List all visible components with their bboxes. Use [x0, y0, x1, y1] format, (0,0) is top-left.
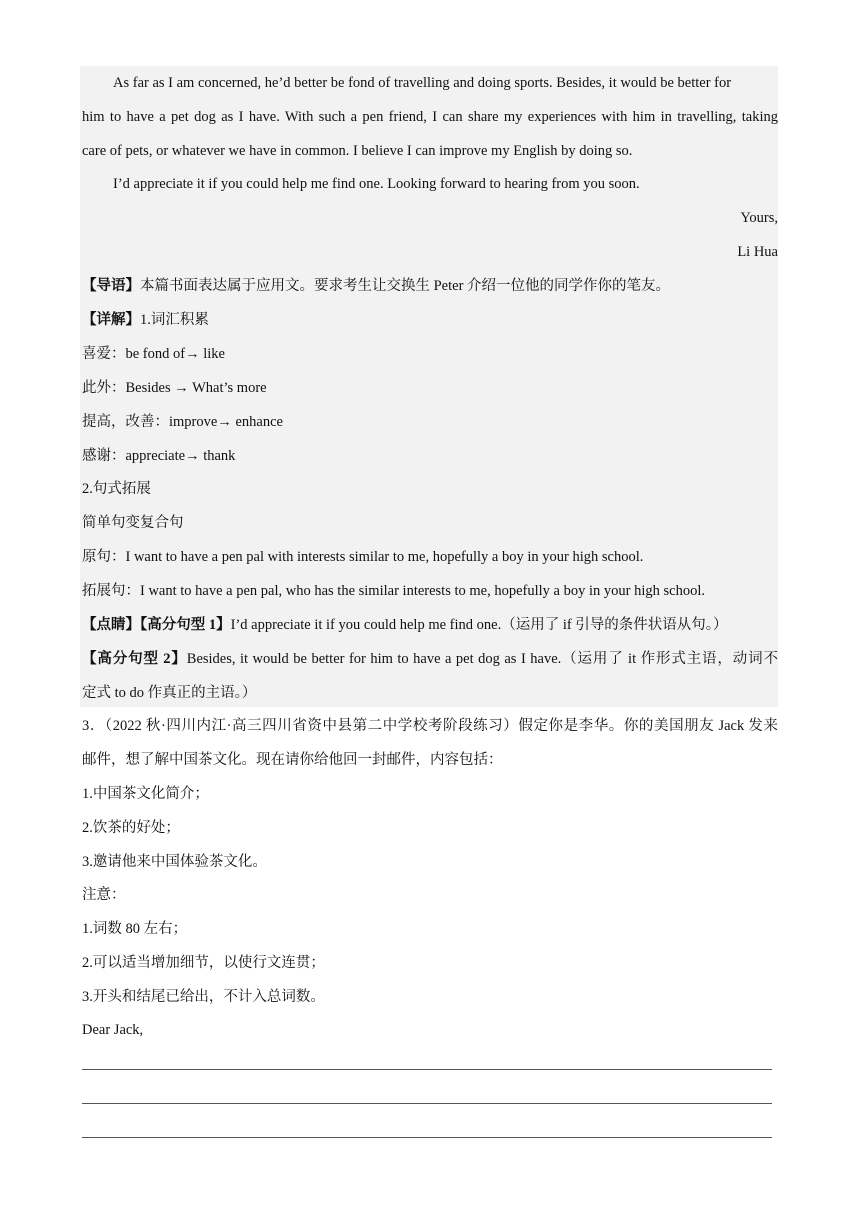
- content-item: 2.饮茶的好处；: [82, 820, 180, 836]
- question-3-line-2: 邮件，想了解中国茶文化。现在请你给他回一封邮件，内容包括：: [82, 752, 503, 768]
- essay-paragraph-1-line-3: care of pets, or whatever we have in common. I believe I can improve my English by doing so.: [82, 143, 633, 159]
- content-item: 3.邀请他来中国体验茶文化。: [82, 854, 267, 870]
- essay-signature: Li Hua: [737, 244, 778, 260]
- note-heading: 注意：: [82, 887, 126, 903]
- detail-tag: 【详解】: [82, 312, 140, 328]
- vocab-item: 此外：Besides → What’s more: [82, 380, 267, 396]
- pattern-2-line-1: [82, 642, 778, 676]
- writing-line[interactable]: [82, 1103, 772, 1104]
- note-item: 1.词数 80 左右；: [82, 921, 188, 937]
- highlight-line: [82, 608, 778, 642]
- letter-salutation: Dear Jack,: [82, 1022, 144, 1038]
- sentence-heading: 2.句式拓展: [82, 481, 151, 497]
- vocab-item: 感谢：appreciate→ thank: [82, 448, 236, 464]
- essay-closing: Yours,: [740, 210, 778, 226]
- vocab-item: 喜爱：be fond of→ like: [82, 346, 225, 362]
- essay-paragraph-1-line-2: him to have a pet dog as I have. With such a pen friend, I can share my experiences with him in travelling, taking: [82, 109, 778, 125]
- highlight-tag: 【点睛】: [82, 617, 140, 633]
- writing-line[interactable]: [82, 1137, 772, 1138]
- question-3-line-1: 3．（2022 秋·四川内江·高三四川省资中县第二中学校考阶段练习）假定你是李华。你的美国朋友 Jack 发来: [82, 718, 778, 734]
- guide-text: 本篇书面表达属于应用文。要求考生让交换生 Peter 介绍一位他的同学作你的笔友。: [140, 278, 671, 294]
- pattern-2-text: Besides, it would be better for him to have a pet dog as I have.（运用了 it 作形式主语，动词不: [186, 651, 778, 667]
- expanded-sentence: 拓展句：I want to have a pen pal, who has the similar interests to me, hopefully a boy in your high school.: [82, 583, 705, 599]
- pattern-1-tag: 【高分句型 1】: [140, 617, 231, 633]
- detail-line: [82, 303, 778, 337]
- detail-heading: 1.词汇积累: [140, 312, 209, 328]
- content-item: 1.中国茶文化简介；: [82, 786, 209, 802]
- guide-tag: 【导语】: [82, 278, 140, 294]
- writing-line[interactable]: [82, 1069, 772, 1070]
- note-item: 3.开头和结尾已给出，不计入总词数。: [82, 989, 325, 1005]
- guide-line: [82, 269, 778, 303]
- vocab-item: 提高，改善：improve→ enhance: [82, 414, 283, 430]
- essay-paragraph-2: I’d appreciate it if you could help me find one. Looking forward to hearing from you soon.: [113, 176, 640, 192]
- note-item: 2.可以适当增加细节，以使行文连贯；: [82, 955, 325, 971]
- sentence-subheading: 简单句变复合句: [82, 515, 184, 531]
- pattern-2-line-2: 定式 to do 作真正的主语。）: [82, 685, 257, 701]
- original-sentence: 原句：I want to have a pen pal with interests similar to me, hopefully a boy in your high school.: [82, 549, 644, 565]
- pattern-2-tag: 【高分句型 2】: [82, 651, 187, 667]
- pattern-1-text: I’d appreciate it if you could help me find one.（运用了 if 引导的条件状语从句。）: [230, 617, 728, 633]
- essay-paragraph-1-line-1: As far as I am concerned, he’d better be fond of travelling and doing sports. Besides, it would be better for: [113, 75, 732, 91]
